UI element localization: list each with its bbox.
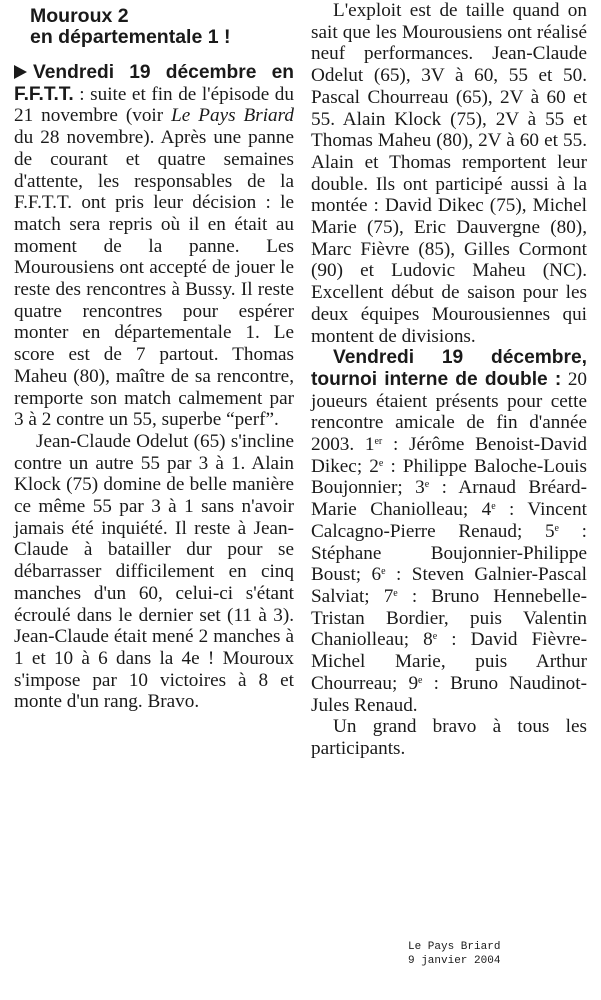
headline: [30, 6, 294, 48]
paragraph-3: L'exploit est de taille quand on sait que les Mourousiens ont réalisé neuf performances. Jean-Claude Odelut (65), 3V à 60, 55 et 50. Pascal Chourreau (65), 2V à 60 et 55. Alain Klock (75), 2V à 55 et Thomas Maheu (80), 2V à 60 et 55. Alain et Thomas remportent leur double. Ils ont participé aussi à la montée : David Dikec (75), Michel Marie (75), Eric Dauvergne (80), Marc Fièvre (85), Gilles Cormont (90) et Ludovic Maheu (NC). Excellent début de saison pour les deux équipes Mourousiennes qui montent de divisions.: [311, 0, 587, 347]
triangle-bullet-icon: [14, 65, 27, 79]
ranking-text: : David Fièvre-Michel Marie, puis Arthur Chourreau;: [311, 629, 588, 694]
ranking-number: 6: [371, 564, 382, 586]
article-column-right: [311, 0, 587, 760]
source-date: 9 janvier 2004: [408, 955, 501, 967]
ranking-text: : Steven Galnier-Pascal Salviat;: [311, 564, 587, 607]
paragraph-2: Jean-Claude Odelut (65) s'incline contre un autre 55 par 3 à 1. Alain Klock (75) domine de belle manière ce même 55 par 3 à 1 sans n'avoir jamais été inquiété. Il reste à Jean-Claude à batailler dur pour se débarrasser difficilement en cinq manches d'un 60, celui-ci s'étant écroulé dans le dernier set (11 à 3). Jean-Claude était mené 2 manches à 1 et 10 à 6 dans la 4e ! Mouroux s'impose par 10 victoires à 8 et monte d'un rang. Bravo.: [14, 430, 294, 713]
ranking-suffix: e: [378, 457, 384, 469]
paragraph-4: [311, 347, 587, 716]
paragraph-1-text-a: : suite et fin de l'épisode du 21 novembre (voir: [14, 83, 294, 127]
headline-line-2: en départementale 1 !: [30, 26, 231, 48]
paragraph-1-lead: Vendredi 19 décembre en F.F.T.T.: [14, 62, 294, 105]
ranking-number: 2: [369, 455, 379, 477]
ranking-suffix: e: [381, 566, 386, 578]
ranking-number: 1: [364, 434, 375, 456]
ranking-text: : Jérôme Benoist-David Dikec;: [311, 434, 587, 477]
article-column-left: [14, 0, 294, 713]
publication-reference: Le Pays Briard: [171, 105, 294, 127]
ranking-suffix: e: [424, 479, 430, 491]
ranking-number: 9: [408, 672, 419, 694]
ranking-suffix: er: [374, 436, 383, 448]
ranking-text: : Vincent Calcagno-Pierre Renaud;: [311, 499, 587, 542]
ranking-number: 7: [383, 585, 394, 607]
paragraph-1: [14, 62, 294, 431]
ranking-suffix: e: [393, 587, 398, 599]
ranking-text: : Arnaud Bréard-Marie Chaniolleau;: [311, 477, 587, 521]
ranking-number: 3: [415, 477, 425, 499]
ranking-number: 8: [423, 629, 433, 651]
ranking-text: : Bruno Naudinot-Jules Renaud.: [311, 672, 587, 716]
paragraph-1-text-b: du 28 novembre). Après une panne de courant et quatre semaines d'attente, les responsables de la F.F.T.T. ont pris leur décision : le match sera repris où il en était au moment de la panne. Les Mourousiens ont accepté de jouer le reste des rencontres à Bussy. Il reste quatre rencontres pour espérer monter en départementale 1. Le score est de 7 partout. Thomas Maheu (80), maître de sa rencontre, remporte son match calmement par 3 à 2 contre un 55, superbe “perf”.: [14, 127, 294, 431]
ranking-suffix: e: [491, 501, 496, 513]
ranking-suffix: e: [418, 674, 423, 686]
ranking-text: : Bruno Hennebelle-Tristan Bordier, puis Valentin Chaniolleau;: [311, 585, 588, 651]
ranking-suffix: e: [554, 522, 559, 534]
ranking-suffix: e: [432, 631, 438, 643]
ranking-list: [311, 434, 587, 715]
paragraph-5: Un grand bravo à tous les participants.: [311, 716, 587, 759]
ranking-number: 4: [481, 499, 492, 521]
paragraph-4-lead: Vendredi 19 décembre, tournoi interne de double :: [311, 347, 587, 390]
paragraph-4-intro: 20 joueurs étaient présents pour cette rencontre amicale de fin d'année 2003.: [311, 368, 587, 456]
ranking-text: : Stéphane Boujonnier-Philippe Boust;: [311, 520, 587, 586]
source-publication: Le Pays Briard: [408, 941, 501, 953]
ranking-number: 5: [544, 520, 555, 542]
source-credit: [408, 940, 500, 968]
headline-line-1: Mouroux 2: [30, 5, 129, 27]
ranking-text: : Philippe Baloche-Louis Boujonnier;: [311, 455, 587, 499]
